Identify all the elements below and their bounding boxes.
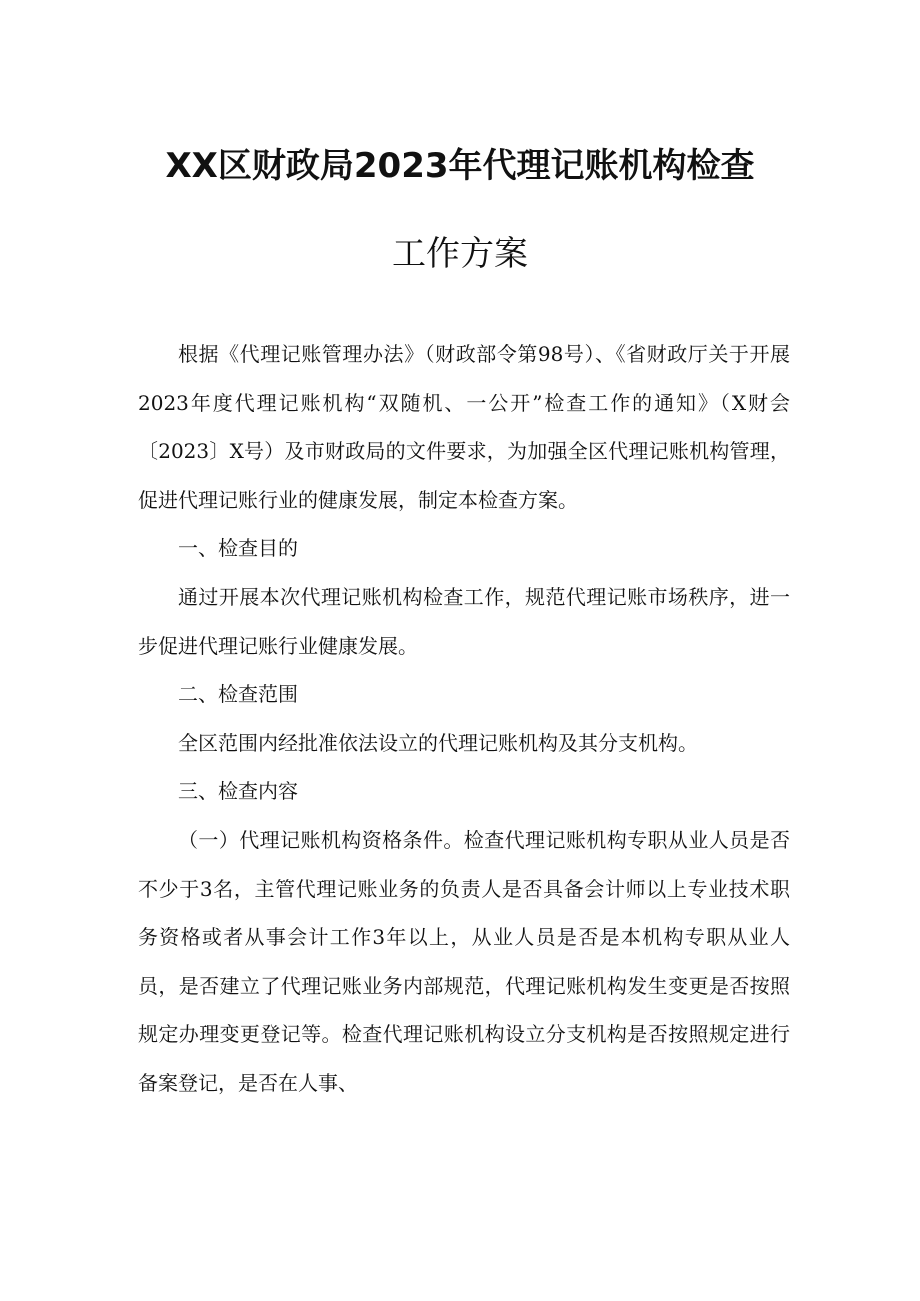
section-heading-purpose: 一、检查目的	[178, 536, 298, 561]
section-heading-content: 三、检查内容	[178, 779, 298, 804]
scope-paragraph: 全区范围内经批准依法设立的代理记账机构及其分支机构。	[178, 730, 698, 755]
document-body	[138, 330, 790, 1108]
document-title-line1: XX区财政局2023年代理记账机构检查	[165, 146, 755, 186]
purpose-paragraph: 通过开展本次代理记账机构检查工作，规范代理记账市场秩序，进一步促进代理记账行业健康发展。	[138, 584, 790, 658]
intro-paragraph: 根据《代理记账管理办法》（财政部令第98号）、《省财政厅关于开展2023年度代理记账机构“双随机、一公开”检查工作的通知》（X财会〔2023〕X号）及市财政局的文件要求，为加强全区代理记账机构管理，促进代理记账行业的健康发展，制定本检查方案。	[138, 342, 790, 512]
content-paragraph: （一）代理记账机构资格条件。检查代理记账机构专职从业人员是否不少于3名，主管代理记账业务的负责人是否具备会计师以上专业技术职务资格或者从事会计工作3年以上，从业人员是否是本机构专职从业人员，是否建立了代理记账业务内部规范，代理记账机构发生变更是否按照规定办理变更登记等。检查代理记账机构设立分支机构是否按照规定进行备案登记，是否在人事、	[138, 827, 790, 1095]
section-heading-scope: 二、检查范围	[178, 682, 298, 707]
document-title-line2: 工作方案	[392, 234, 528, 274]
